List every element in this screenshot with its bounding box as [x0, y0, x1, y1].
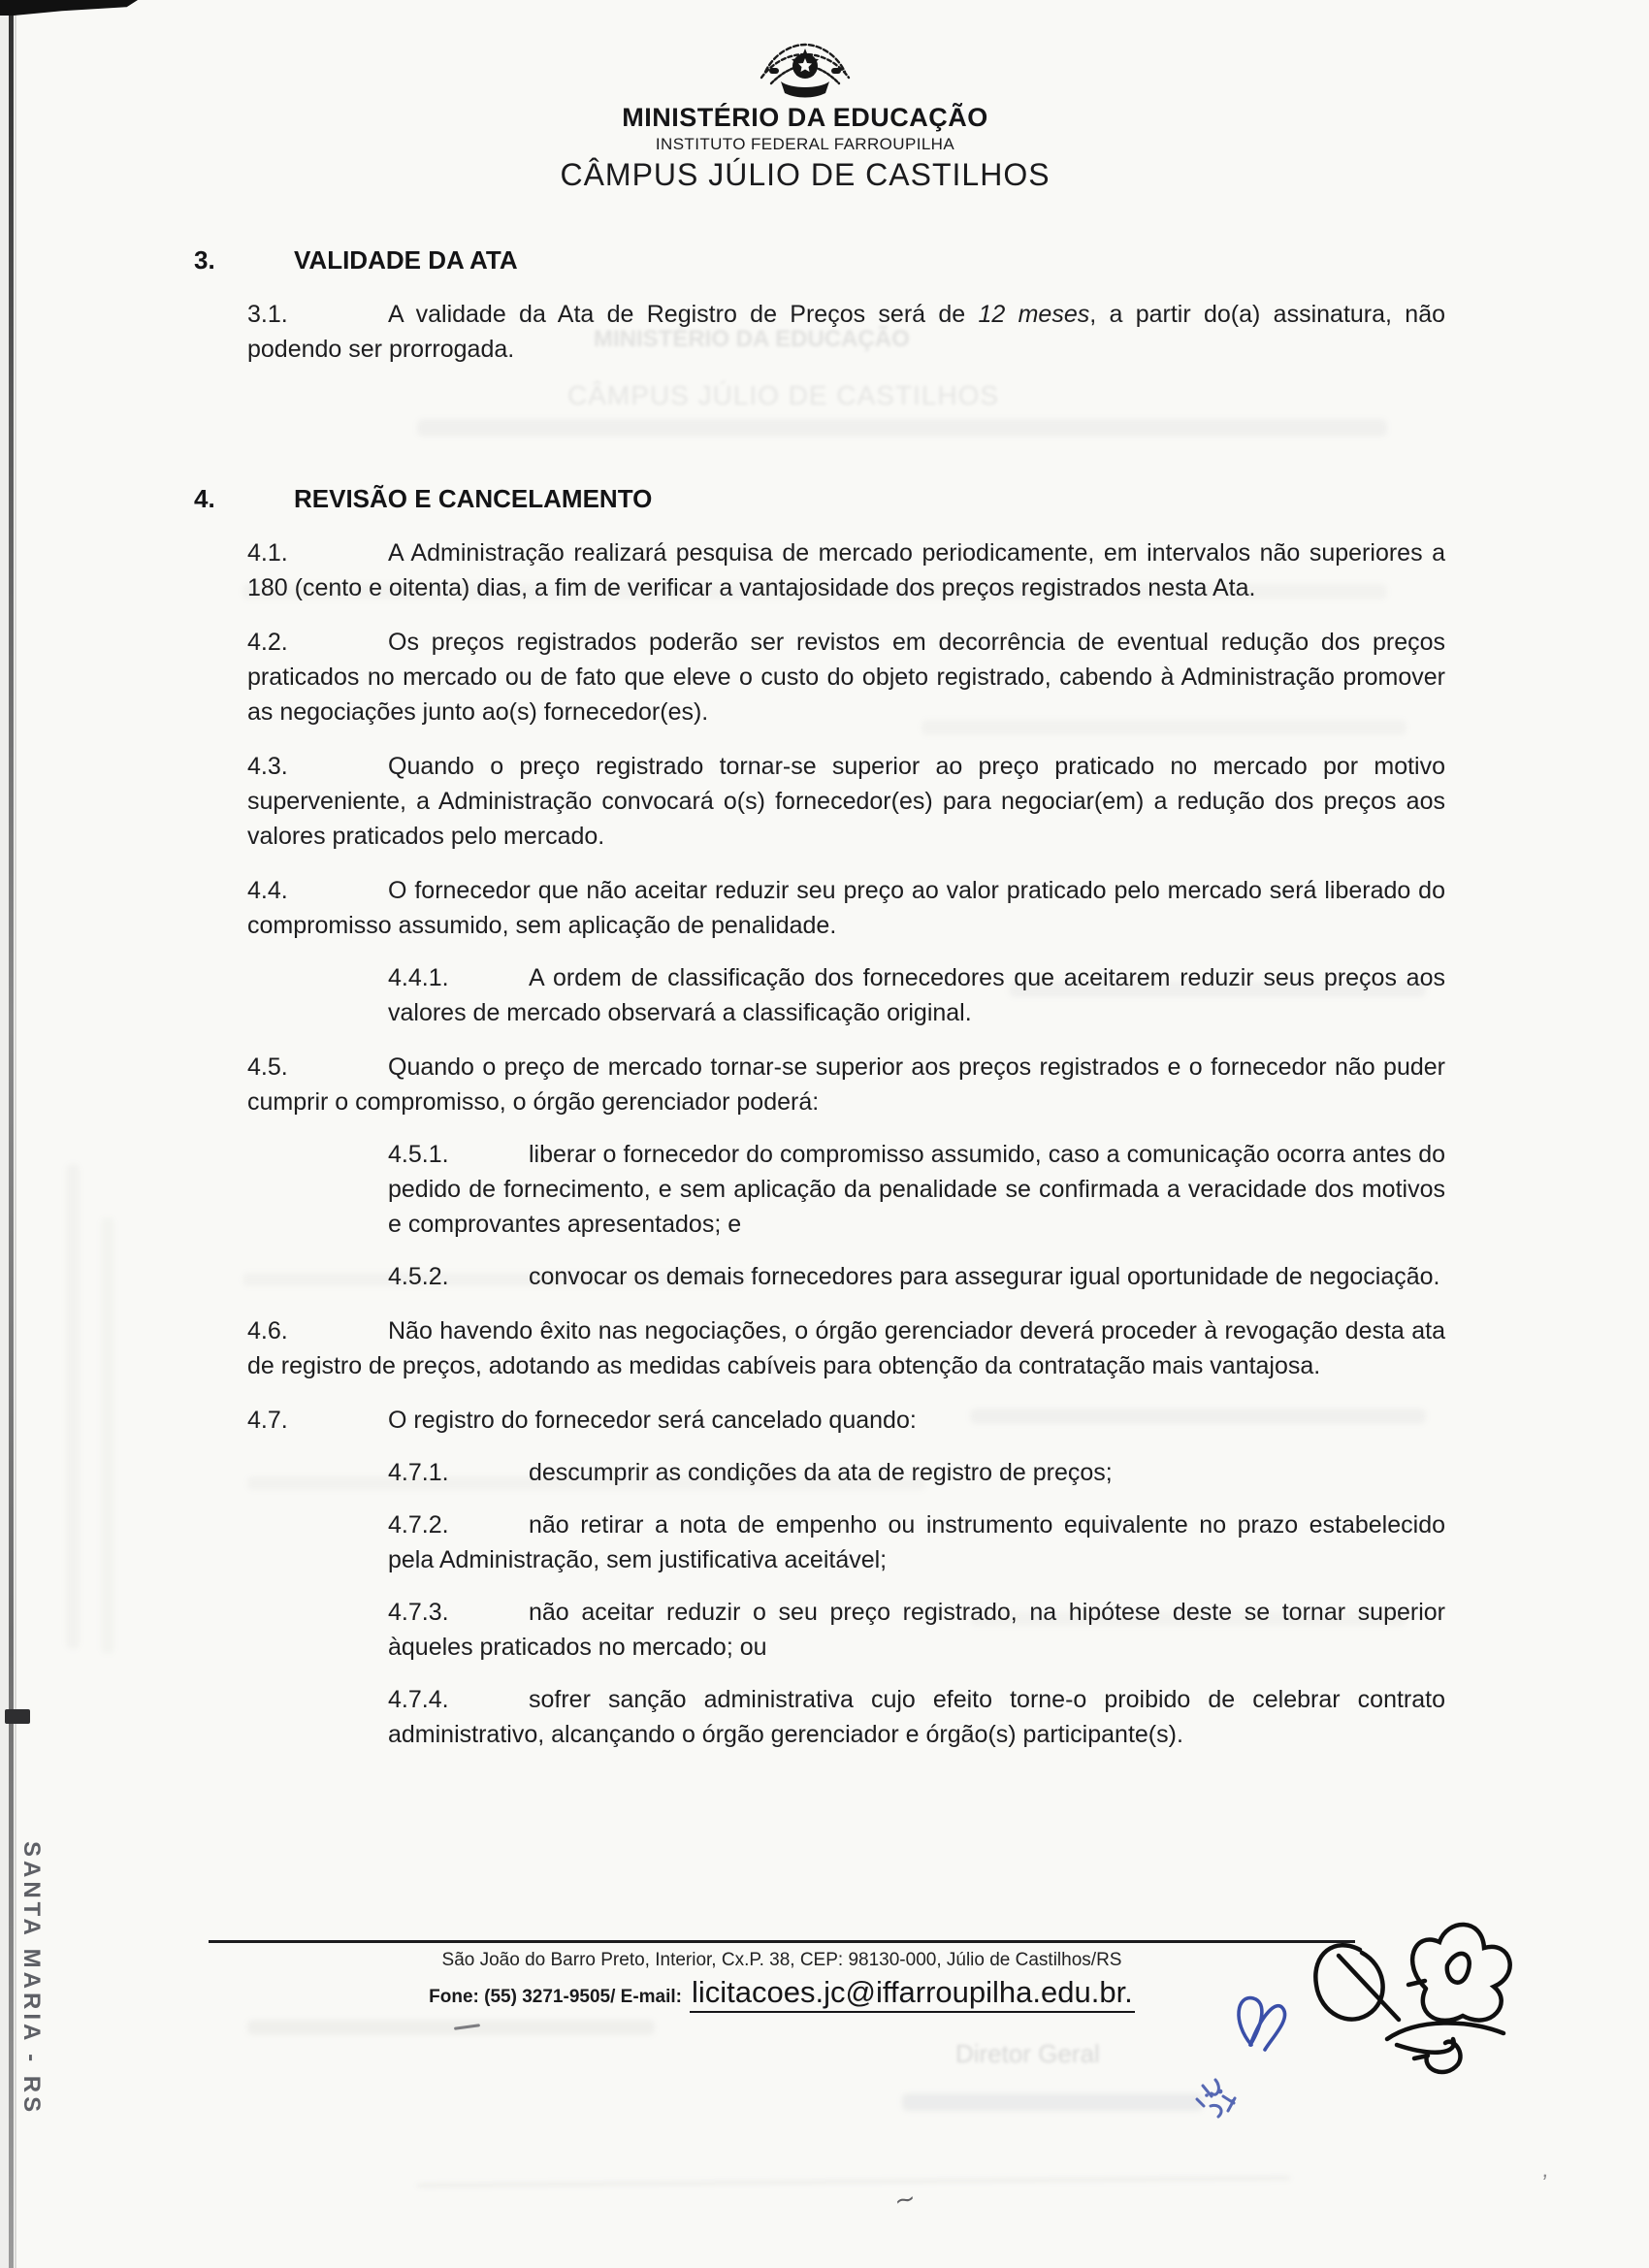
clause-paragraph [388, 1137, 1445, 1242]
clause-text: liberar o fornecedor do compromisso assumido, caso a comunicação ocorra antes do pedido de fornecimento, e sem aplicação da penalidade se confirmada a veracidade dos motivos e comprovantes apresentados; e [388, 1141, 1445, 1238]
bleed-through-text: CÂMPUS JÚLIO DE CASTILHOS [567, 380, 1000, 410]
bleed-through-text: Diretor Geral [955, 2039, 1100, 2068]
clause-text: O fornecedor que não aceitar reduzir seu preço ao valor praticado pelo mercado será liberado do compromisso assumido, sem aplicação de penalidade. [247, 877, 1445, 939]
clause-number: 4.7.3. [388, 1599, 449, 1626]
clause-paragraph [247, 625, 1445, 729]
clause-number: 4.3. [247, 753, 288, 780]
side-vertical-text: SANTA MARIA - RS [18, 1841, 45, 2117]
bleed-through-smudge [101, 1217, 114, 1654]
clause-text: , a partir do(a) assinatura, não podendo ser prorrogada. [247, 301, 1445, 363]
clause-paragraph [247, 873, 1445, 943]
clause-paragraph [388, 1507, 1445, 1577]
clause-number: 4.5.2. [388, 1263, 449, 1290]
scan-edge-strip [0, 0, 9, 2268]
scan-edge-tick [5, 1709, 30, 1724]
clause-text: não aceitar reduzir o seu preço registrado, na hipótese deste se tornar superior àqueles praticados no mercado; ou [388, 1599, 1445, 1661]
section-heading [194, 481, 1445, 516]
section-heading [194, 243, 1445, 277]
section-title: REVISÃO E CANCELAMENTO [294, 484, 653, 513]
clause-paragraph [247, 1403, 1445, 1438]
clause-text: sofrer sanção administrativa cujo efeito torne-o proibido de celebrar contrato administrativo, alcançando o órgão gerenciador e órgão(s) participante(s). [388, 1686, 1445, 1748]
clause-text: descumprir as condições da ata de registro de preços; [529, 1459, 1113, 1486]
clause-paragraph [247, 749, 1445, 854]
clause-text: Quando o preço registrado tornar-se superior ao preço praticado no mercado por motivo superveniente, a Administração convocará o(s) fornecedor(es) para negociar(em) a redução dos preços aos valores praticados pelo mercado. [247, 753, 1445, 850]
bleed-through-smudge [66, 1164, 80, 1649]
ink-splotch [1197, 2080, 1235, 2117]
clause-paragraph [247, 1313, 1445, 1383]
scan-edge-line-faint [15, 0, 16, 2268]
clause-number: 4.7.4. [388, 1686, 449, 1713]
clause-paragraph [388, 1682, 1445, 1752]
clause-number: 4.5. [247, 1053, 288, 1081]
clause-paragraph [388, 960, 1445, 1030]
clause-number: 4.7.2. [388, 1511, 449, 1539]
clause-text: convocar os demais fornecedores para assegurar igual oportunidade de negociação. [529, 1263, 1440, 1290]
clause-number: 4.7.1. [388, 1459, 449, 1486]
header-campus: CÂMPUS JÚLIO DE CASTILHOS [560, 157, 1051, 192]
handwritten-signatures [1106, 1892, 1649, 2163]
coat-of-arms-logo [752, 39, 858, 99]
document-body [194, 243, 1445, 1752]
scan-crease-line [417, 2177, 1290, 2187]
scan-edge-line [9, 0, 14, 2268]
clause-number: 4.5.1. [388, 1141, 449, 1168]
header-ministry: MINISTÉRIO DA EDUCAÇÃO [622, 103, 988, 132]
clause-number: 4.4.1. [388, 964, 449, 991]
section-number: 4. [194, 484, 215, 513]
bleed-through-text: MINISTÉRIO DA EDUCAÇÃO [594, 326, 910, 352]
clause-number: 4.2. [247, 629, 288, 656]
section-number: 3. [194, 245, 215, 275]
clause-number: 4.7. [247, 1407, 288, 1434]
clause-paragraph [388, 1455, 1445, 1490]
clause-paragraph [388, 1595, 1445, 1665]
clause-number: 4.4. [247, 877, 288, 904]
pen-mark: ʼ [1539, 2170, 1549, 2198]
clause-text: Não havendo êxito nas negociações, o órgão gerenciador deverá proceder à revogação desta ata de registro de preços, adotando as medidas cabíveis para obtenção da contratação mais vantajosa. [247, 1317, 1445, 1379]
clause-text: Os preços registrados poderão ser revistos em decorrência de eventual redução dos preços praticados no mercado ou de fato que eleve o custo do objeto registrado, cabendo à Administração promover as negociações junto ao(s) fornecedor(es). [247, 629, 1445, 726]
pen-mark: ∼ [891, 2183, 919, 2216]
clause-text: O registro do fornecedor será cancelado quando: [388, 1407, 917, 1434]
clause-paragraph [388, 1259, 1445, 1294]
header-institute: INSTITUTO FEDERAL FARROUPILHA [655, 135, 955, 153]
bleed-through-smudge [247, 2020, 655, 2035]
section-title: VALIDADE DA ATA [294, 245, 518, 275]
scan-corner-mark [0, 0, 138, 16]
document-header [369, 39, 1242, 193]
clause-text: A validade da Ata de Registro de Preços será de [388, 301, 979, 328]
clause-text: A Administração realizará pesquisa de mercado periodicamente, em intervalos não superiores a 180 (cento e oitenta) dias, a fim de verificar a vantajosidade dos preços registrados nesta Ata. [247, 539, 1445, 601]
footer-email: licitacoes.jc@iffarroupilha.edu.br. [690, 1975, 1135, 2013]
clause-paragraph [247, 297, 1445, 367]
clause-text: 12 meses [978, 301, 1090, 328]
clause-text: Quando o preço de mercado tornar-se superior aos preços registrados e o fornecedor não puder cumprir o compromisso, o órgão gerenciador poderá: [247, 1053, 1445, 1116]
signature-black-initials [1315, 1925, 1509, 2072]
clause-text: não retirar a nota de empenho ou instrumento equivalente no prazo estabelecido pela Administração, sem justificativa aceitável; [388, 1511, 1445, 1573]
clause-number: 3.1. [247, 301, 288, 328]
clause-number: 4.6. [247, 1317, 288, 1345]
footer-phone-label: Fone: (55) 3271-9505/ E-mail: [429, 1987, 682, 2007]
clause-paragraph [247, 535, 1445, 605]
clause-number: 4.1. [247, 539, 288, 567]
footer-address: São João do Barro Preto, Interior, Cx.P. 38, CEP: 98130-000, Júlio de Castilhos/RS [441, 1950, 1122, 1970]
clause-text: A ordem de classificação dos fornecedores que aceitarem reduzir seus preços aos valores de mercado observará a classificação original. [388, 964, 1445, 1026]
signature-blue-initials [1239, 1998, 1285, 2050]
clause-paragraph [247, 1050, 1445, 1119]
